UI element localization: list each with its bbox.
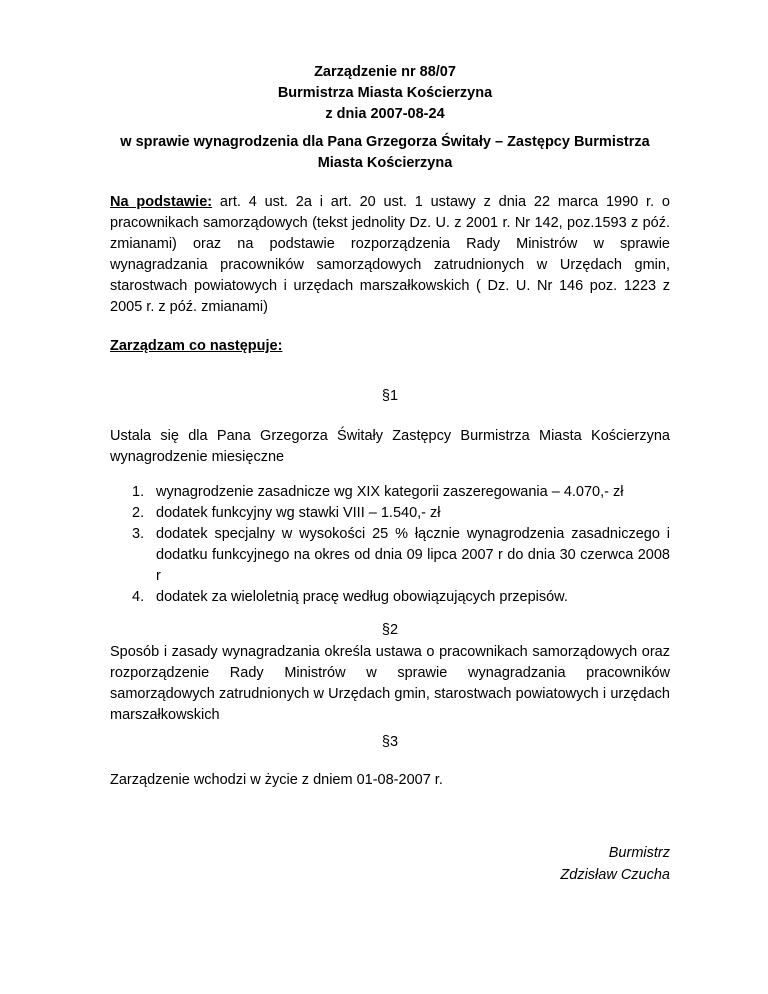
list-item-text: dodatek za wieloletnią pracę według obowiązujących przepisów.	[156, 589, 568, 605]
section-2-heading: §2	[381, 622, 399, 638]
list-item-text: dodatek specjalny w wysokości 25 % łącznie wynagrodzenia zasadniczego i dodatku funkcyjnego na okres od dnia 09 lipca 2007 r do dnia 30 czerwca 2008 r	[156, 526, 670, 584]
signature-title: Burmistrz	[608, 845, 670, 861]
legal-basis-label: Na podstawie:	[110, 194, 213, 210]
list-item	[110, 482, 670, 503]
document-subject	[100, 132, 670, 174]
salary-components-list	[110, 482, 670, 608]
legal-basis-text: art. 4 ust. 2a i art. 20 ust. 1 ustawy z dnia 22 marca 1990 r. o pracownikach samorządowych (tekst jednolity Dz. U. z 2001 r. Nr 142, poz.1593 z póź. zmianami) oraz na podstawie rozporządzenia Rady Ministrów w sprawie wynagradzania pracowników samorządowych zatrudnionych w Urzędach gmin, starostwach powiatowych i urzędach marszałkowskich ( Dz. U. Nr 146 poz. 1223 z 2005 r. z póź. zmianami)	[110, 194, 670, 315]
list-item-text: wynagrodzenie zasadnicze wg XIX kategorii zaszeregowania – 4.070,- zł	[156, 484, 624, 500]
section-1-intro: Ustala się dla Pana Grzegorza Świtały Zastępcy Burmistrza Miasta Kościerzyna wynagrodzenie miesięczne	[110, 428, 670, 465]
signature-block	[560, 842, 670, 886]
legal-basis	[110, 192, 670, 318]
ordering-heading: Zarządzam co następuje:	[110, 338, 283, 354]
section-2-text: Sposób i zasady wynagradzania określa ustawa o pracownikach samorządowych oraz rozporządzenie Rady Ministrów w sprawie wynagradzania pracowników samorządowych zatrudnionych w Urzędach gmin, starostwach powiatowych i urzędach marszałkowskich	[110, 644, 670, 723]
list-item-number: 3.	[132, 526, 145, 542]
subject-line-2: Miasta Kościerzyna	[317, 155, 453, 171]
section-3-text: Zarządzenie wchodzi w życie z dniem 01-08-2007 r.	[110, 772, 443, 788]
document-header	[100, 62, 670, 125]
list-item-number: 4.	[132, 589, 145, 605]
ordinance-number: Zarządzenie nr 88/07	[314, 64, 456, 80]
list-item	[110, 587, 670, 608]
list-item-number: 2.	[132, 505, 145, 521]
list-item-text: dodatek funkcyjny wg stawki VIII – 1.540,- zł	[156, 505, 441, 521]
subject-line-1: w sprawie wynagrodzenia dla Pana Grzegorza Świtały – Zastępcy Burmistrza	[120, 134, 650, 150]
ordinance-date: z dnia 2007-08-24	[325, 106, 445, 122]
list-item-number: 1.	[132, 484, 145, 500]
section-1-heading: §1	[381, 388, 399, 404]
section-3-heading: §3	[381, 734, 399, 750]
issuer: Burmistrza Miasta Kościerzyna	[277, 85, 493, 101]
list-item	[110, 503, 670, 524]
list-item	[110, 524, 670, 587]
signature-name: Zdzisław Czucha	[560, 867, 670, 883]
